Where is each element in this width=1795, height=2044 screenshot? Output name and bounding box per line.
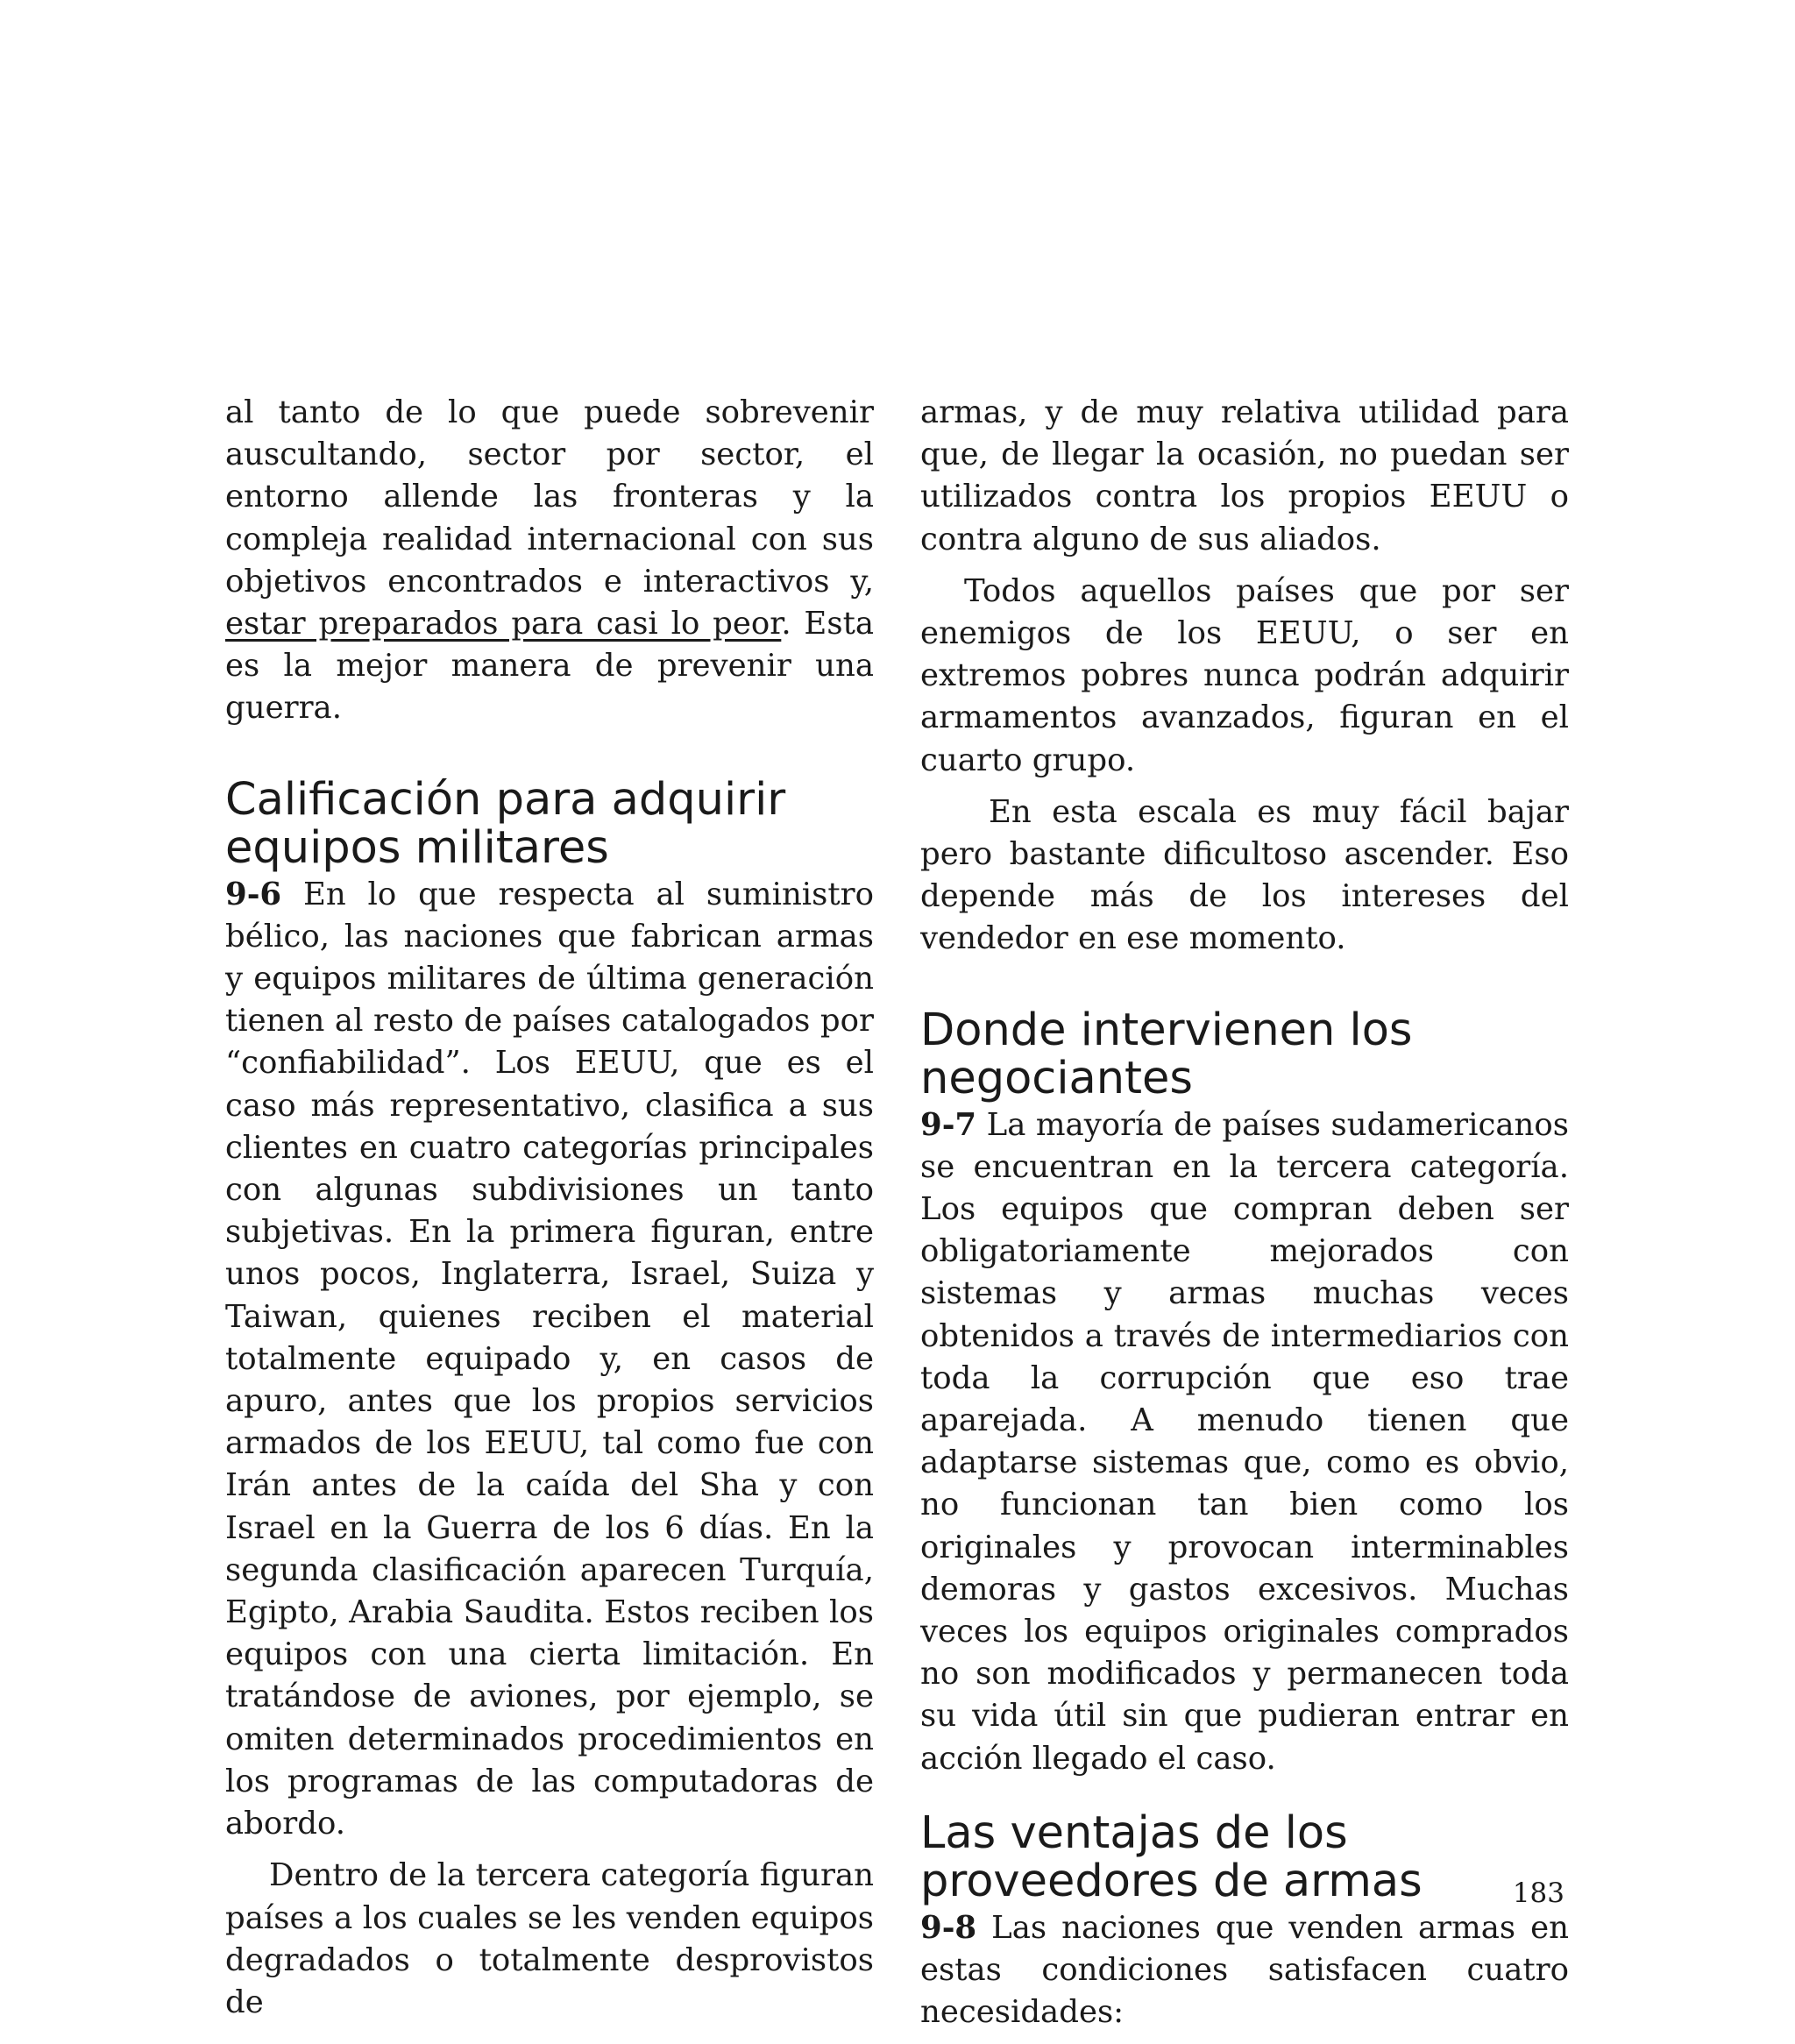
paragraph-armas: armas, y de muy relativa utilidad para que, de llegar la ocasión, no puedan ser utilizados contra los propios EEUU o contra alguno de sus aliados. xyxy=(920,394,1569,557)
heading-negociantes: Donde intervienen los negociantes xyxy=(920,1004,1413,1104)
paragraph-escala: En esta escala es muy fácil bajar pero bastante dificultoso ascender. Eso depende más de los intereses del vendedor en ese momento. xyxy=(920,793,1569,957)
paragraph-9-8: 9-8 Las naciones que venden armas en estas condiciones satisfacen cuatro necesidades: xyxy=(920,1909,1569,2031)
paragraph-cuarto-grupo: Todos aquellos países que por ser enemigos de los EEUU, o ser en extremos pobres nunca podrán adquirir armamentos avanzados, figuran en el cuarto grupo. xyxy=(920,572,1569,778)
section-number: 9-6 xyxy=(225,876,282,912)
left-column xyxy=(225,392,874,2033)
page-number: 183 xyxy=(1512,1877,1564,1909)
underlined-phrase: estar preparados para casi lo peor xyxy=(225,606,782,642)
paragraph-tercera-categoria: Dentro de la tercera categoría figuran países a los cuales se les venden equipos degradados o totalmente desprovistos de xyxy=(225,1857,874,2020)
right-column xyxy=(920,392,1569,2044)
paragraph-9-7: 9-7 La mayoría de países sudamericanos se encuentran en la tercera categoría. Los equipos que compran deben ser obligatoriamente mejorados con sistemas y armas muchas veces obtenidos a través de intermediarios con toda la corrupción que eso trae aparejada. A menudo tienen que adaptarse sistemas que, como es obvio, no funcionan tan bien como los originales y provocan interminables demoras y gastos excesivos. Muchas veces los equipos originales comprados no son modificados y permanecen toda su vida útil sin que pudieran entrar en acción llegado el caso. xyxy=(920,1106,1569,1777)
section-number: 9-8 xyxy=(920,1909,977,1946)
paragraph-intro: al tanto de lo que puede sobrevenir auscultando, sector por sector, el entorno allende las fronteras y la compleja realidad internacional con sus objetivos encontrados e interactivos y, estar preparados para casi lo peor. Esta es la mejor manera de prevenir una guerra. xyxy=(225,394,874,727)
section-number: 9-7 xyxy=(920,1106,977,1143)
heading-ventajas: Las ventajas de los proveedores de armas xyxy=(920,1806,1423,1907)
paragraph-9-6: 9-6 En lo que respecta al suministro bélico, las naciones que fabrican armas y equipos militares de última generación tienen al resto de países catalogados por “confiabilidad”. Los EEUU, que es el caso más representativo, clasifica a sus clientes en cuatro categorías principales con algunas subdivisiones un tanto subjetivas. En la primera figuran, entre unos pocos, Inglaterra, Israel, Suiza y Taiwan, quienes reciben el material totalmente equipado y, en casos de apuro, antes que los propios servicios armados de los EEUU, tal como fue con Irán antes de la caída del Sha y con Israel en la Guerra de los 6 días. En la segunda clasificación aparecen Turquía, Egipto, Arabia Saudita. Estos reciben los equipos con una cierta limitación. En tratándose de aviones, por ejemplo, se omiten determinados procedimientos en los programas de las computadoras de abordo. xyxy=(225,876,874,1842)
heading-calificacion: Calificación para adquirir equipos militares xyxy=(225,773,786,874)
